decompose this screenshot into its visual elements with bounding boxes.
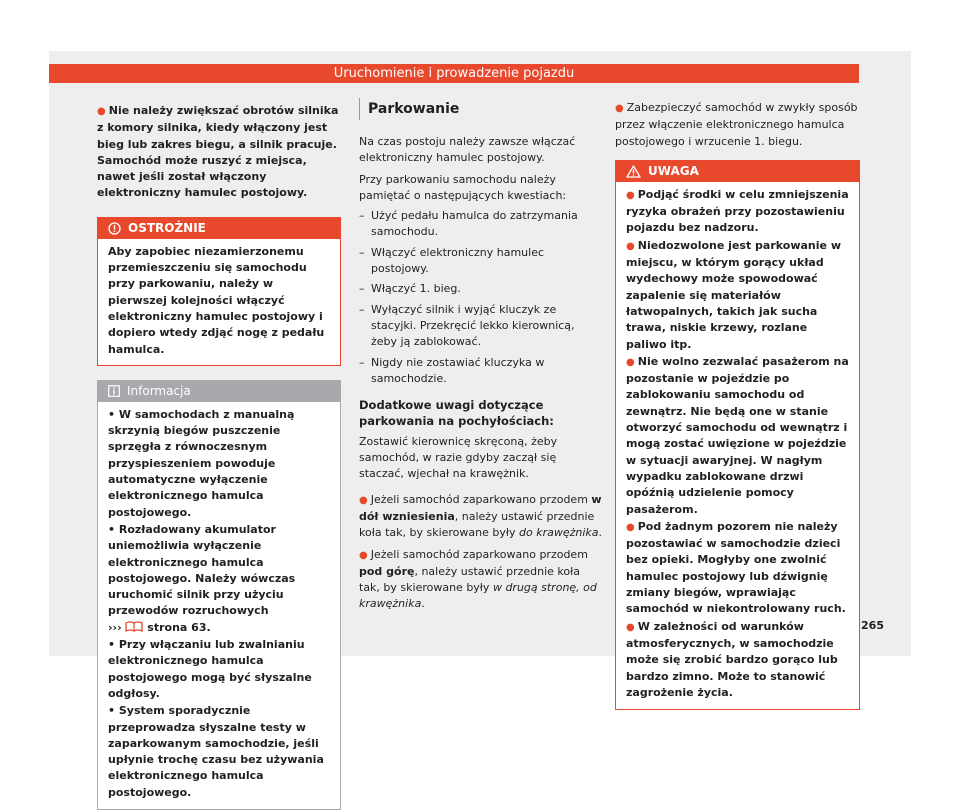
warning-body: [616, 182, 859, 709]
bullet-icon: ●: [359, 494, 368, 506]
warning-item: ● Pod żadnym pozorem nie należy pozostawiać w samochodzie dzieci bez opieki. Mogłyby one zwolnić hamulec postojowy lub dźwignię zmiany biegów, wprawiając samochód w niekontrolowany ruch.: [626, 519, 846, 616]
column-middle: [359, 98, 603, 613]
info-body: [98, 402, 340, 809]
bullet-item: ● Jeżeli samochód zaparkowano przodem pod górę, należy ustawić przednie koła tak, by skierowane były w drugą stronę, od krawężnika.: [359, 547, 597, 611]
bullet-icon: ●: [615, 103, 624, 114]
ref-arrows: ›››: [108, 620, 122, 634]
intro-bullet: ● Nie należy zwiększać obrotów silnika z komory silnika, kiedy włączony jest bieg lub zakres biegu, a silnik pracuje. Samochód może ruszyć z miejsca, nawet jeśli został włączony elektroniczny hamulec postojowy.: [97, 104, 339, 200]
paragraph: Na czas postoju należy zawsze włączać elektroniczny hamulec postojowy.: [359, 135, 576, 165]
warning-item: ● Nie wolno zezwalać pasażerom na pozostanie w pojeździe po zablokowaniu samochodu od zewnątrz. Nie będą one w stanie otworzyć samochodu od wewnątrz i mogą zostać uwięzione w pojeździe w sytuacji awaryjnej. W nagłym wypadku zablokowane drzwi opóźnią udzielenie pomocy pasażerom.: [626, 354, 849, 516]
paragraph: Przy parkowaniu samochodu należy pamiętać o następujących kwestiach:: [359, 172, 567, 202]
column-left: [97, 103, 341, 810]
section-title: Parkowanie: [359, 98, 603, 120]
dash-item: – Użyć pedału hamulca do zatrzymania samochodu.: [359, 209, 578, 239]
warning-header: [616, 161, 859, 182]
book-icon: [125, 621, 143, 634]
caution-title: OSTROŻNIE: [128, 221, 206, 236]
dash-item: – Wyłączyć silnik i wyjąć kluczyk ze stacyjki. Przekręcić lekko kierownicą, żeby ją zablokować.: [359, 302, 575, 349]
page-reference-link[interactable]: strona 63.: [147, 620, 211, 634]
warning-title: UWAGA: [648, 164, 699, 179]
warning-item: ● W zależności od warunków atmosferycznych, w samochodzie może się zrobić bardzo gorąco lub bardzo zimno. Może to stanowić zagrożenie życia.: [626, 619, 838, 699]
paragraph: Zostawić kierownicę skręconą, żeby samochód, w razie gdyby zaczął się staczać, wjechał na krawężnik.: [359, 434, 558, 481]
caution-text: Aby zapobiec niezamierzonemu przemieszczeniu się samochodu przy parkowaniu, należy w pierwszej kolejności włączyć elektroniczny hamulec postojowy i dopiero wtedy zdjąć nogę z pedału hamulca.: [108, 244, 325, 356]
info-item: • System sporadycznie przeprowadza słyszalne testy w zaparkowanym samochodzie, jeśli upłynie trochę czasu bez używania elektronicznego hamulca postojowego.: [108, 704, 324, 799]
caution-icon: [108, 222, 121, 235]
warning-item: ● Niedozwolone jest parkowanie w miejscu, w którym gorący układ wydechowy może spowodować zapalenie się materiałów łatwopalnych, takich jak sucha trawa, niskie krzewy, rozlane paliwo itp.: [626, 238, 841, 351]
info-title: Informacja: [127, 384, 191, 399]
warning-item: ● Podjąć środki w celu zmniejszenia ryzyka obrażeń przy pozostawieniu pojazdu bez nadzoru.: [626, 187, 849, 235]
bullet-item: ● Zabezpieczyć samochód w zwykły sposób przez włączenie elektronicznego hamulca postojowego i wrzucenie 1. biegu.: [615, 101, 858, 148]
caution-header: [98, 218, 340, 239]
dash-item: – Włączyć 1. bieg.: [359, 282, 461, 296]
page-number: 265: [861, 619, 884, 632]
dash-item: – Nigdy nie zostawiać kluczyka w samochodzie.: [359, 355, 545, 385]
column-right: [615, 100, 860, 710]
warning-box: [615, 160, 860, 710]
info-item: • Przy włączaniu lub zwalnianiu elektronicznego hamulca postojowego mogą być słyszalne odgłosy.: [108, 638, 312, 700]
info-header: [98, 381, 340, 402]
caution-box: [97, 217, 341, 366]
bullet-item: ● Jeżeli samochód zaparkowano przodem w dół wzniesienia, należy ustawić przednie koła tak, by skierowane były do krawężnika.: [359, 492, 603, 540]
info-icon: [108, 385, 120, 397]
info-item: • Rozładowany akumulator uniemożliwia wyłączenie elektronicznego hamulca postojowego. Należy wówczas uruchomić silnik przy użyciu przewodów rozruchowych ››› strona 63.: [108, 522, 296, 634]
bullet-icon: ●: [359, 549, 368, 561]
warning-triangle-icon: [626, 165, 641, 178]
subheading: Dodatkowe uwagi dotyczące parkowania na pochyłościach:: [359, 398, 554, 429]
chapter-header: Uruchomienie i prowadzenie pojazdu: [49, 64, 859, 83]
info-item: • W samochodach z manualną skrzynią biegów puszczenie sprzęgła z równoczesnym przyspieszeniem powoduje automatyczne wyłączenie elektronicznego hamulca postojowego.: [108, 407, 295, 519]
bullet-icon: ●: [97, 106, 106, 117]
dash-item: – Włączyć elektroniczny hamulec postojowy.: [359, 245, 545, 276]
info-box: [97, 380, 341, 810]
